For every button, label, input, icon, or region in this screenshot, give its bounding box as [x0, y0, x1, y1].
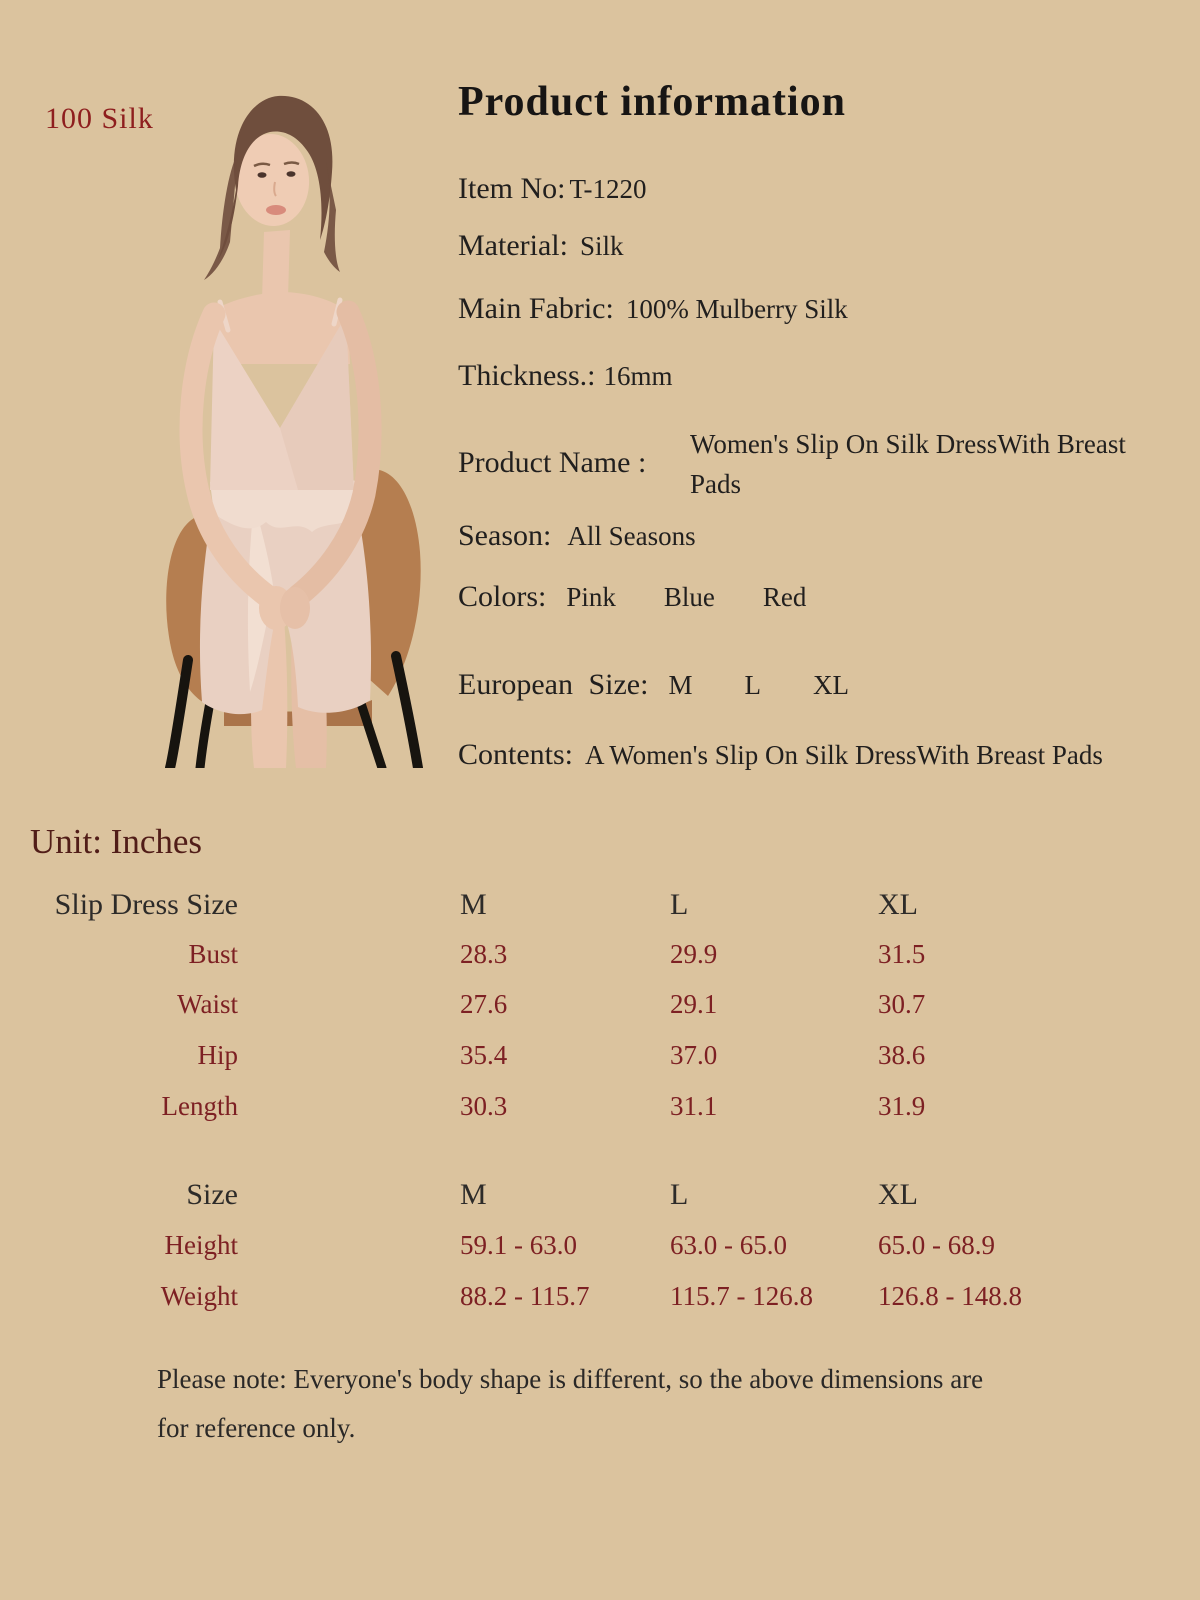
waist-xl: 30.7	[878, 989, 926, 1019]
dress-col-l: L	[670, 888, 689, 921]
body-col-m: M	[460, 1178, 487, 1211]
bust-xl: 31.5	[878, 939, 926, 969]
contents-label: Contents:	[458, 738, 574, 771]
euro-size-m: M	[668, 670, 693, 700]
hip-m: 35.4	[460, 1040, 508, 1070]
field-season	[458, 519, 696, 553]
field-item-no	[458, 172, 647, 206]
body-table-header: Size	[186, 1178, 238, 1211]
item-no-label: Item No:	[458, 172, 566, 205]
product-name-label: Product Name :	[458, 446, 647, 479]
main-fabric-value: 100% Mulberry Silk	[625, 294, 848, 324]
material-value: Silk	[579, 231, 624, 261]
row-label-weight: Weight	[160, 1281, 238, 1311]
brand-badge: 100 Silk	[45, 102, 154, 135]
waist-l: 29.1	[670, 989, 718, 1019]
length-l: 31.1	[670, 1091, 718, 1121]
body-col-l: L	[670, 1178, 689, 1211]
row-label-hip: Hip	[197, 1040, 238, 1070]
note-line-1: Please note: Everyone's body shape is different, so the above dimensions are	[157, 1364, 984, 1394]
color-option-red: Red	[762, 582, 807, 612]
thickness-value: 16mm	[603, 361, 673, 391]
bust-m: 28.3	[460, 939, 508, 969]
field-product-name	[458, 446, 646, 480]
row-label-bust: Bust	[188, 939, 238, 969]
hip-l: 37.0	[670, 1040, 718, 1070]
waist-m: 27.6	[460, 989, 508, 1019]
colors-label: Colors:	[458, 580, 547, 613]
note-line-2: for reference only.	[157, 1413, 356, 1443]
euro-size-l: L	[744, 670, 761, 700]
dress-table-header: Slip Dress Size	[54, 888, 238, 921]
unit-label: Unit: Inches	[30, 822, 203, 861]
height-m: 59.1 - 63.0	[460, 1230, 577, 1260]
length-xl: 31.9	[878, 1091, 926, 1121]
field-european-size	[458, 668, 849, 702]
height-l: 63.0 - 65.0	[670, 1230, 787, 1260]
weight-m: 88.2 - 115.7	[460, 1281, 590, 1311]
dress-col-m: M	[460, 888, 487, 921]
material-label: Material:	[458, 229, 568, 262]
hip-xl: 38.6	[878, 1040, 926, 1070]
product-name-value: Women's Slip On Silk DressWith Breast Pads	[690, 429, 1126, 499]
body-col-xl: XL	[878, 1178, 918, 1211]
european-size-label: European Size:	[458, 668, 649, 701]
model-figure	[191, 96, 371, 768]
page-title: Product information	[458, 79, 847, 125]
dress-col-xl: XL	[878, 888, 918, 921]
row-label-height: Height	[164, 1230, 238, 1260]
item-no-value: T-1220	[569, 174, 647, 204]
color-option-blue: Blue	[663, 582, 715, 612]
contents-value: A Women's Slip On Silk DressWith Breast Pads	[585, 740, 1103, 770]
season-label: Season:	[458, 519, 552, 552]
bust-l: 29.9	[670, 939, 718, 969]
season-value: All Seasons	[567, 521, 696, 551]
field-colors	[458, 580, 806, 614]
field-material	[458, 229, 623, 263]
row-label-waist: Waist	[177, 989, 238, 1019]
weight-l: 115.7 - 126.8	[670, 1281, 813, 1311]
thickness-label: Thickness.:	[458, 359, 596, 392]
field-contents	[458, 738, 1103, 772]
length-m: 30.3	[460, 1091, 508, 1121]
model-photo	[158, 62, 435, 768]
color-option-pink: Pink	[566, 582, 616, 612]
main-fabric-label: Main Fabric:	[458, 292, 614, 325]
row-label-length: Length	[161, 1091, 238, 1121]
field-thickness	[458, 359, 673, 393]
euro-size-xl: XL	[812, 670, 849, 700]
height-xl: 65.0 - 68.9	[878, 1230, 995, 1260]
field-main-fabric	[458, 292, 848, 326]
weight-xl: 126.8 - 148.8	[878, 1281, 1022, 1311]
